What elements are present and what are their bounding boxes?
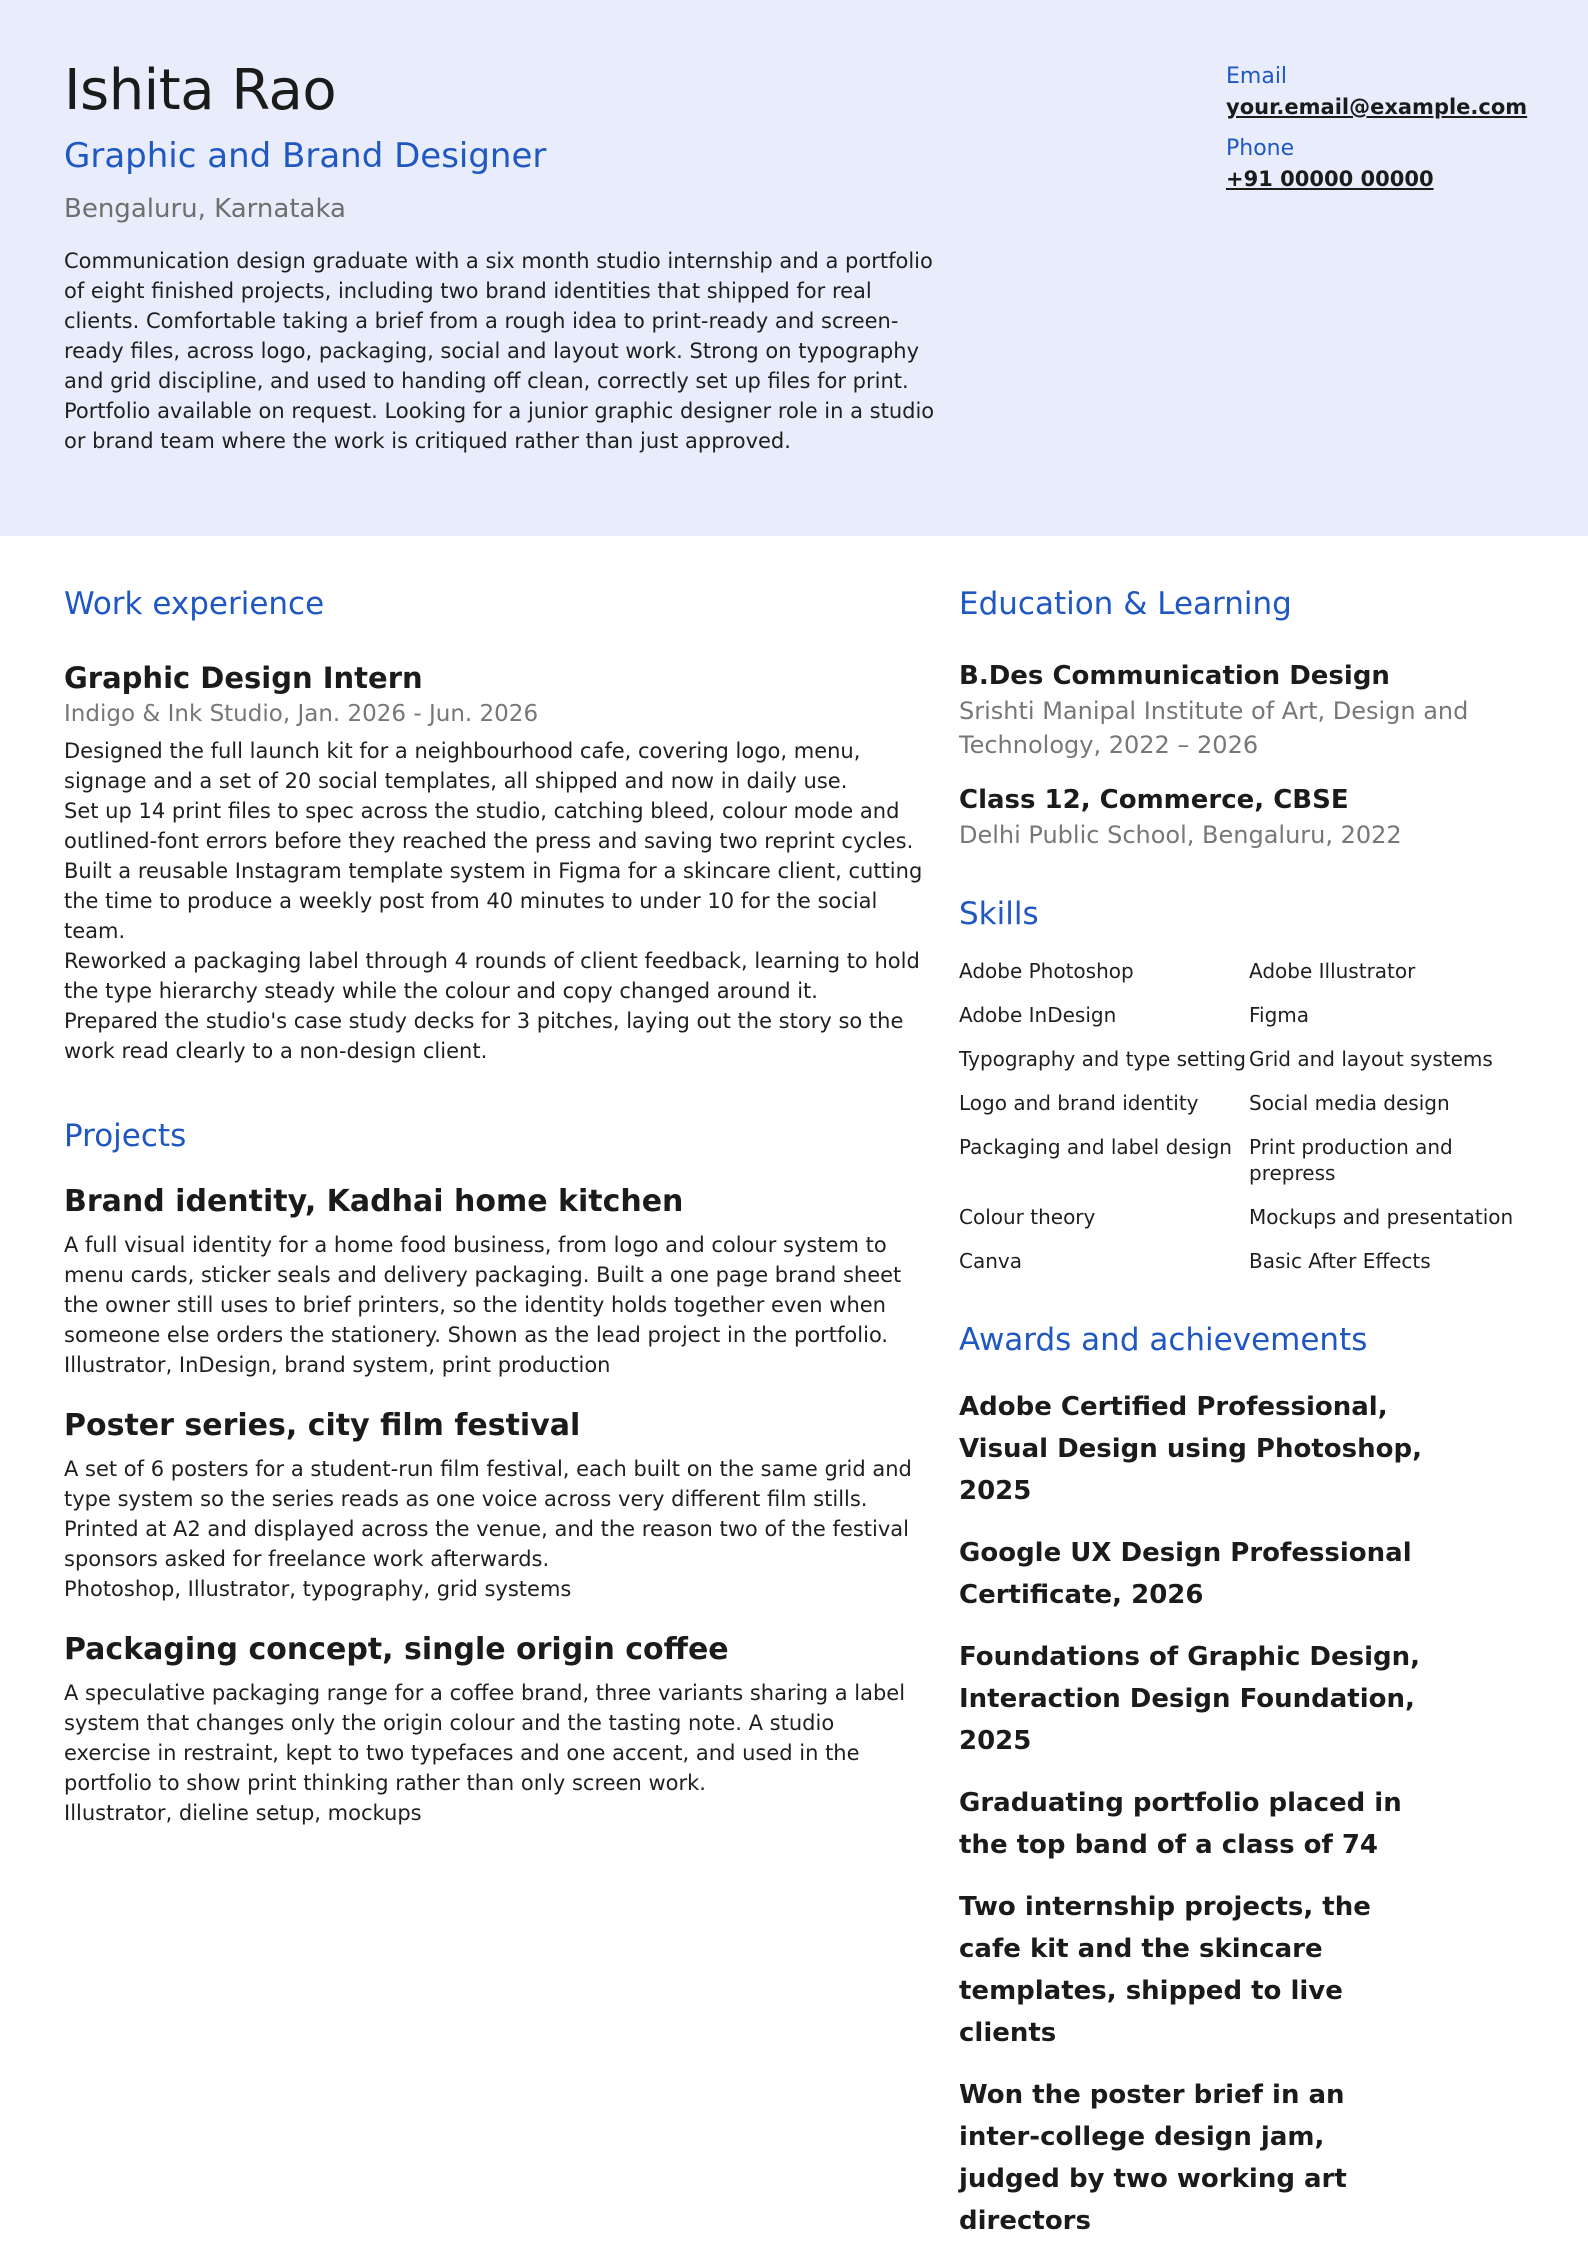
skill-item: Packaging and label design bbox=[959, 1135, 1232, 1159]
education-title: Class 12, Commerce, CBSE bbox=[959, 785, 1349, 815]
email-label: Email bbox=[1226, 64, 1288, 89]
award-item: Won the poster brief in an inter-college design jam, judged by two working art directors bbox=[959, 2080, 1347, 2236]
project-title: Packaging concept, single origin coffee bbox=[64, 1632, 729, 1667]
job-title: Graphic Design Intern bbox=[64, 661, 423, 695]
left-column bbox=[64, 584, 924, 1854]
project-title: Brand identity, Kadhai home kitchen bbox=[64, 1184, 684, 1219]
skill-item: Grid and layout systems bbox=[1249, 1047, 1493, 1071]
education-item bbox=[959, 782, 1559, 852]
candidate-name: Ishita Rao bbox=[64, 58, 337, 123]
skill-item: Logo and brand identity bbox=[959, 1091, 1199, 1115]
project-tools: Illustrator, InDesign, brand system, print production bbox=[64, 1353, 611, 1377]
education-meta: Delhi Public School, Bengaluru, 2022 bbox=[959, 821, 1402, 849]
job-role: Graphic and Brand Designer bbox=[64, 136, 547, 176]
award-item: Google UX Design Professional Certificate, 2026 bbox=[959, 1538, 1412, 1610]
project-desc: A full visual identity for a home food business, from logo and colour system to menu cards, sticker seals and delivery packaging. Built a one page brand sheet the owner still uses to brief printers, so the identity holds together even when someone else orders the stationery. Shown as the lead project in the portfolio. bbox=[64, 1233, 902, 1347]
skill-item: Adobe InDesign bbox=[959, 1003, 1117, 1027]
award-item: Two internship projects, the cafe kit and the skincare templates, shipped to live clients bbox=[959, 1892, 1371, 2048]
email-link[interactable]: your.email@example.com bbox=[1226, 95, 1528, 119]
phone-label: Phone bbox=[1226, 136, 1295, 161]
project-item bbox=[64, 1182, 924, 1380]
award-item: Adobe Certified Professional, Visual Design using Photoshop, 2025 bbox=[959, 1392, 1422, 1506]
award-item: Graduating portfolio placed in the top band of a class of 74 bbox=[959, 1788, 1402, 1860]
contact-block bbox=[1226, 62, 1566, 206]
skills-section-title: Skills bbox=[959, 896, 1039, 932]
project-desc: A speculative packaging range for a coffee brand, three variants sharing a label system that changes only the origin colour and the tasting note. A studio exercise in restraint, kept to two typefaces and one accent, and used in the portfolio to show print thinking rather than only screen work. bbox=[64, 1681, 906, 1795]
skill-item: Social media design bbox=[1249, 1091, 1450, 1115]
skill-item: Canva bbox=[959, 1249, 1022, 1273]
awards-section-title: Awards and achievements bbox=[959, 1322, 1368, 1358]
education-section-title: Education & Learning bbox=[959, 586, 1292, 622]
education-item bbox=[959, 658, 1559, 762]
skill-item: Mockups and presentation bbox=[1249, 1205, 1514, 1229]
project-item bbox=[64, 1406, 924, 1604]
right-column bbox=[959, 584, 1559, 2262]
project-title: Poster series, city film festival bbox=[64, 1408, 581, 1443]
skill-item: Typography and type setting bbox=[959, 1047, 1246, 1071]
summary: Communication design graduate with a six month studio internship and a portfolio of eight finished projects, including two brand identities that shipped for real clients. Comfortable taking a brief from a rough idea to print-ready and screen-ready files, across logo, packaging, social and layout work. Strong on typography and grid discipline, and used to handing off clean, correctly set up files for print. Portfolio available on request. Looking for a junior graphic designer role in a studio or brand team where the work is critiqued rather than just approved. bbox=[64, 249, 935, 453]
skills-grid bbox=[959, 958, 1559, 1274]
location: Bengaluru, Karnataka bbox=[64, 194, 346, 224]
work-bullet: Reworked a packaging label through 4 rounds of client feedback, learning to hold the type hierarchy steady while the colour and copy changed around it. bbox=[64, 949, 920, 1003]
skill-item: Print production and prepress bbox=[1249, 1135, 1453, 1185]
project-tools: Illustrator, dieline setup, mockups bbox=[64, 1801, 422, 1825]
projects-section-title: Projects bbox=[64, 1118, 187, 1154]
project-item bbox=[64, 1630, 924, 1828]
project-desc: A set of 6 posters for a student-run film festival, each built on the same grid and type system so the series reads as one voice across very different film stills. Printed at A2 and displayed across the venue, and the reason two of the festival sponsors asked for freelance work afterwards. bbox=[64, 1457, 912, 1571]
work-bullet: Prepared the studio's case study decks for 3 pitches, laying out the story so the work read clearly to a non-design client. bbox=[64, 1009, 904, 1063]
work-bullet: Set up 14 print files to spec across the studio, catching bleed, colour mode and outlined-font errors before they reached the press and saving two reprint cycles. bbox=[64, 799, 914, 853]
work-bullet: Designed the full launch kit for a neighbourhood cafe, covering logo, menu, signage and a set of 20 social templates, all shipped and now in daily use. bbox=[64, 739, 861, 793]
work-section-title: Work experience bbox=[64, 586, 325, 622]
phone-link[interactable]: +91 00000 00000 bbox=[1226, 167, 1434, 191]
skill-item: Adobe Photoshop bbox=[959, 959, 1134, 983]
education-meta: Srishti Manipal Institute of Art, Design and Technology, 2022 – 2026 bbox=[959, 697, 1469, 759]
skill-item: Colour theory bbox=[959, 1205, 1096, 1229]
header-band bbox=[0, 0, 1588, 536]
work-bullet: Built a reusable Instagram template system in Figma for a skincare client, cutting the time to produce a weekly post from 40 minutes to under 10 for the social team. bbox=[64, 859, 923, 943]
skill-item: Basic After Effects bbox=[1249, 1249, 1431, 1273]
award-item: Foundations of Graphic Design, Interaction Design Foundation, 2025 bbox=[959, 1642, 1421, 1756]
skill-item: Figma bbox=[1249, 1003, 1310, 1027]
education-title: B.Des Communication Design bbox=[959, 661, 1390, 691]
job-meta: Indigo & Ink Studio, Jan. 2026 - Jun. 2026 bbox=[64, 701, 539, 727]
skill-item: Adobe Illustrator bbox=[1249, 959, 1416, 983]
project-tools: Photoshop, Illustrator, typography, grid systems bbox=[64, 1577, 572, 1601]
